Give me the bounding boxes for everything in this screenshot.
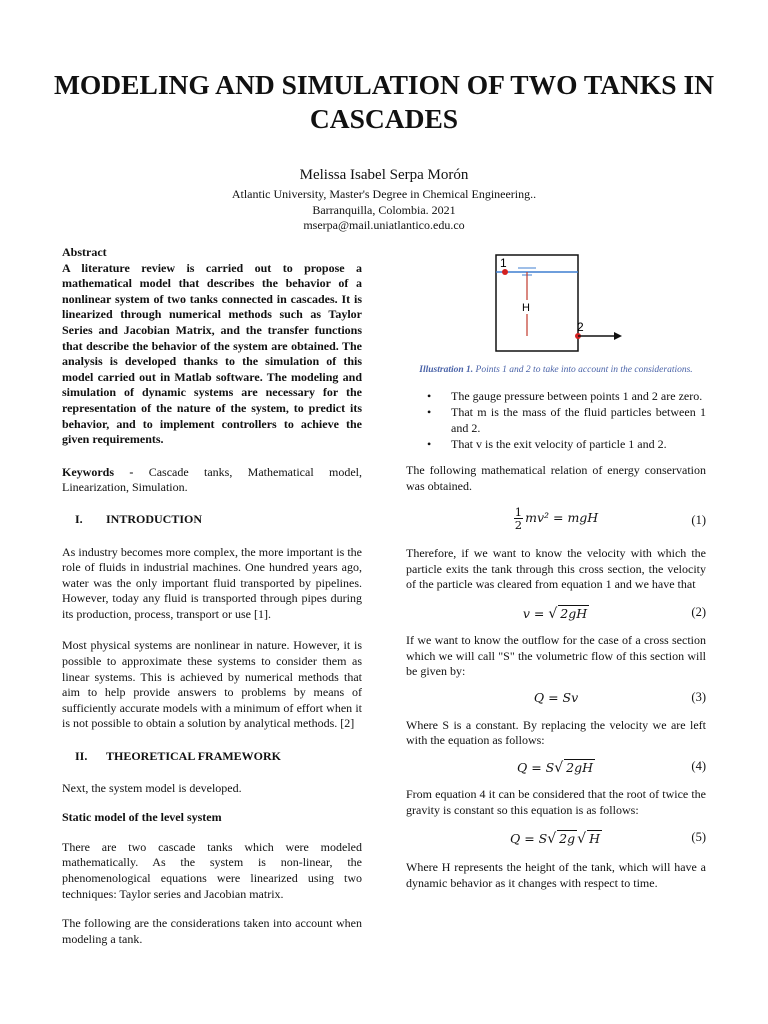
- caption-number: Illustration 1.: [419, 365, 474, 375]
- equation-1: [406, 504, 706, 538]
- equation-number: (2): [691, 604, 706, 619]
- paragraph-replacing: Where S is a constant. By replacing the velocity we are left with the equation as follows:: [406, 717, 706, 748]
- height-label: H: [522, 302, 530, 314]
- theory-paragraph-1: There are two cascade tanks which were modeled mathematically. As the system is non-linear, the phenomenological equations were linearized using two techniques: Taylor series and Jacobian matrix.: [62, 839, 362, 901]
- paragraph-velocity: Therefore, if we want to know the velocity with which the particle exits the tank through this cross section, the velocity of the particle was cleared from equation 1 and we have that: [406, 546, 706, 592]
- left-column: [62, 245, 362, 947]
- abstract-text: A literature review is carried out to propose a mathematical model that describes the behavior of a nonlinear system of two tanks connected in cascades. It is linearized through numerical methods such as Taylor Series and Jacobian Matrix, and the transfer functions that describe the behavior of the system are obtained. The analysis is developed thanks to the simulation of this model carried out in Matlab software. The modeling and simulation of dynamic systems are necessary for the representation of the nature of the system, to predict its behavior, and to implement controllers to achieve the given requirements.: [62, 260, 362, 447]
- equation-2: [406, 599, 706, 629]
- tank-diagram: [406, 245, 706, 363]
- equation-fraction: [514, 506, 523, 531]
- equation-expression: [406, 605, 706, 623]
- equation-expression: [406, 830, 706, 848]
- equation-expression: Q = Sv: [533, 689, 579, 705]
- equation-number: (5): [691, 830, 706, 845]
- keywords-text: Cascade tanks, Mathematical model, Linearization, Simulation.: [62, 464, 362, 495]
- equation-lhs: Q = S: [510, 831, 548, 847]
- intro-paragraph-1: As industry becomes more complex, the more important is the role of fluids in industrial machines. One hundred years ago, water was the only important fluid transported by pipelines. However, today any fluid is transported through pipes during its production, process, transport or use [1].: [62, 544, 362, 621]
- section-heading-introduction: [62, 512, 362, 528]
- equation-5: [406, 824, 706, 854]
- equation-expression: [406, 759, 706, 777]
- equation-number: (4): [691, 758, 706, 773]
- sqrt-radicand-2: H: [589, 831, 600, 847]
- point-2-label: 2: [577, 320, 584, 334]
- equation-number: (1): [691, 513, 706, 528]
- sqrt-radicand-1: 2g: [559, 831, 576, 847]
- equation-4: [406, 753, 706, 783]
- affiliation-block: [0, 187, 768, 234]
- intro-paragraph-2: Most physical systems are nonlinear in nature. However, it is possible to approximate these systems to consider them as linear systems. This is achieved by numerical methods that aim to help provide answers to problems by means of sufficiently accurate models with a minimum of effort when it is not possible to obtain a solution by analytical methods. [2]: [62, 638, 362, 731]
- sqrt-symbol: √: [554, 759, 564, 776]
- subheading-static-model: Static model of the level system: [62, 810, 222, 825]
- section-number: II.: [75, 749, 88, 764]
- list-item: • That m is the mass of the fluid particles between 1 and 2.: [406, 405, 706, 436]
- sqrt-symbol: √: [548, 605, 558, 622]
- list-item: • That v is the exit velocity of particle 1 and 2.: [406, 437, 706, 453]
- equation-lhs: v =: [522, 605, 549, 621]
- paragraph-outflow: If we want to know the outflow for the case of a cross section which we will call "S" the volumetric flow of this section will be given by:: [406, 632, 706, 679]
- tank-outline: [496, 255, 578, 351]
- keywords-label: Keywords -: [62, 464, 134, 479]
- caption-text: Points 1 and 2 to take into account in the considerations.: [475, 365, 693, 375]
- equation-3: [406, 684, 706, 714]
- sqrt-symbol: √: [547, 831, 557, 848]
- equation-lhs: Q = S: [516, 759, 555, 775]
- section-title: THEORETICAL FRAMEWORK: [106, 749, 282, 764]
- outflow-arrowhead: [614, 332, 622, 340]
- list-item: • The gauge pressure between points 1 and 2 are zero.: [406, 389, 706, 405]
- author-name: Melissa Isabel Serpa Morón: [299, 167, 469, 183]
- paragraph-height-meaning: Where H represents the height of the tank, which will have a dynamic behavior as it changes with respect to time.: [406, 860, 706, 890]
- figure-caption: [406, 363, 706, 379]
- tank-figure: [406, 245, 706, 363]
- affiliation-location: Barranquilla, Colombia. 2021: [312, 202, 456, 217]
- equation-rest: mv² = mgH: [525, 510, 599, 526]
- equation-expression: [406, 506, 706, 531]
- sqrt-radicand: 2gH: [560, 605, 588, 621]
- section-title: INTRODUCTION: [106, 511, 203, 526]
- section-heading-theory: [62, 749, 362, 765]
- abstract-heading: Abstract: [62, 245, 107, 259]
- fraction-denominator: 2: [514, 518, 523, 533]
- affiliation-institution: Atlantic University, Master's Degree in Chemical Engineering..: [231, 187, 537, 201]
- right-column: [406, 245, 706, 891]
- point-1-label: 1: [500, 256, 507, 270]
- sqrt-radicand: 2gH: [566, 759, 593, 775]
- affiliation-email: mserpa@mail.uniatlantico.edu.co: [303, 218, 465, 232]
- sqrt-symbol: √: [577, 831, 587, 848]
- considerations-list: [406, 389, 706, 453]
- equation-number: (3): [691, 689, 706, 704]
- paper-title: MODELING AND SIMULATION OF TWO TANKS IN CASCADES: [53, 69, 715, 134]
- theory-paragraph-2: The following are the considerations taken into account when modeling a tank.: [62, 916, 362, 946]
- paragraph-gravity-constant: From equation 4 it can be considered that the root of twice the gravity is constant so this equation is as follows:: [406, 786, 706, 817]
- section-number: I.: [75, 511, 83, 526]
- paragraph-energy-conservation: The following mathematical relation of energy conservation was obtained.: [406, 462, 706, 493]
- theory-intro: Next, the system model is developed.: [62, 780, 242, 795]
- keywords: [62, 465, 362, 496]
- fraction-numerator: 1: [514, 505, 523, 520]
